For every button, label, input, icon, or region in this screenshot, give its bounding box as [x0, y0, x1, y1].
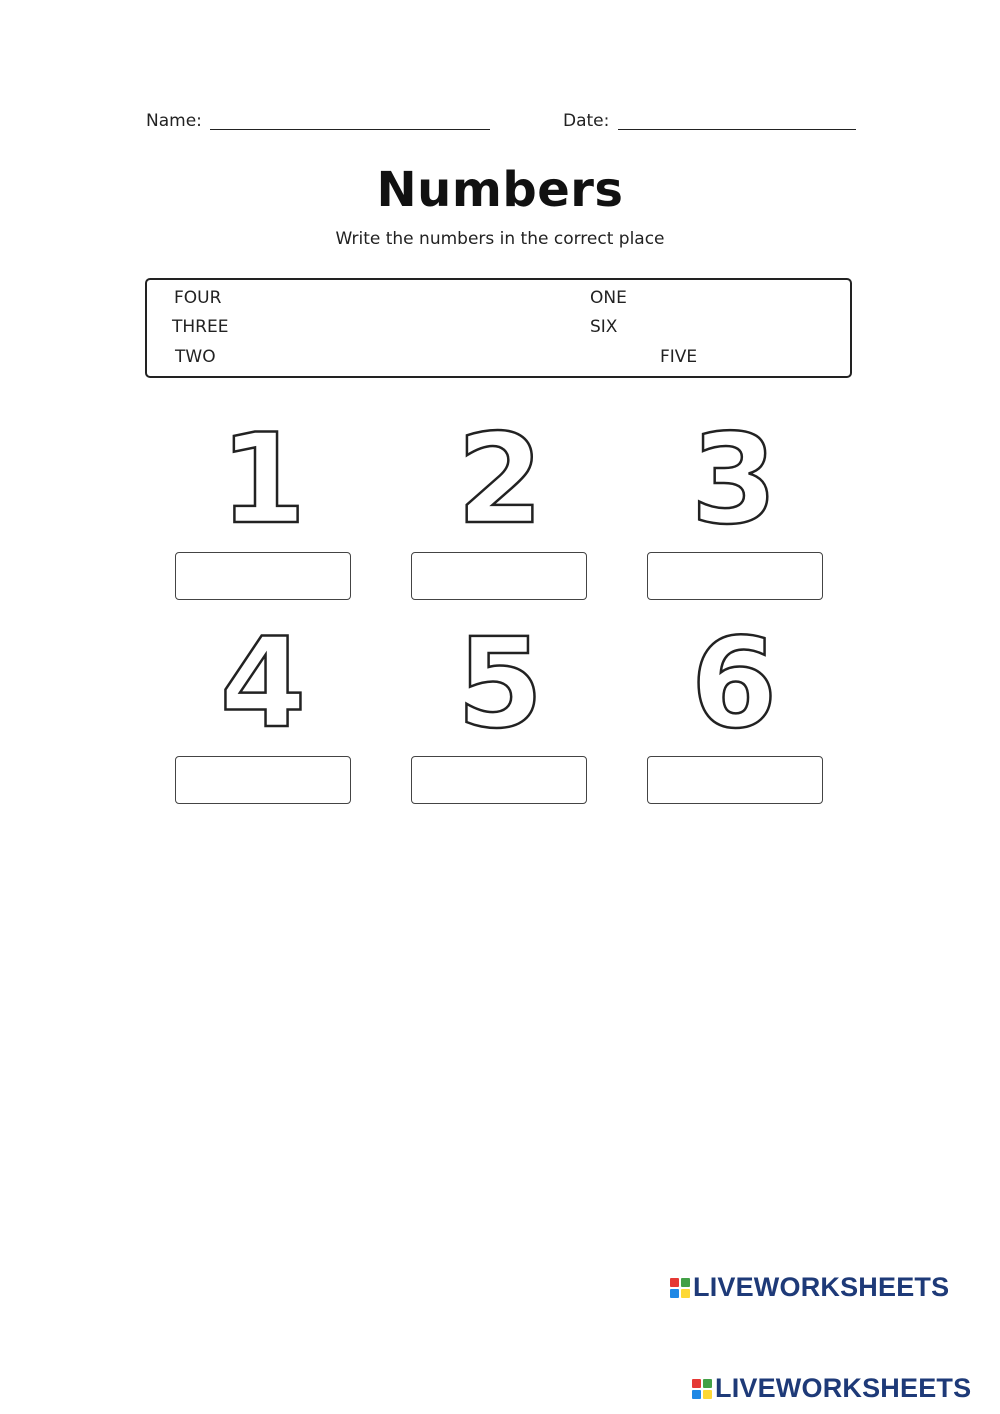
- brand-text: LIVEWORKSHEETS: [715, 1373, 972, 1403]
- liveworksheets-logo: [670, 1272, 949, 1303]
- numeral-6: 6: [690, 612, 778, 756]
- word-bank: [145, 278, 852, 378]
- word-three: THREE: [172, 317, 229, 337]
- word-six: SIX: [590, 317, 618, 337]
- answer-box-1[interactable]: [175, 552, 351, 600]
- instructions: Write the numbers in the correct place: [335, 229, 665, 249]
- word-four: FOUR: [174, 288, 222, 308]
- word-one: ONE: [590, 288, 627, 308]
- word-two: TWO: [175, 347, 216, 367]
- date-label: Date:: [563, 111, 610, 131]
- name-line[interactable]: [210, 129, 490, 130]
- answer-box-6[interactable]: [647, 756, 823, 804]
- numeral-1: 1: [219, 408, 307, 552]
- liveworksheets-watermark: [692, 1373, 971, 1404]
- answer-box-5[interactable]: [411, 756, 587, 804]
- name-label: Name:: [146, 111, 202, 131]
- liveworksheets-logo-icon: [692, 1379, 712, 1399]
- answer-box-2[interactable]: [411, 552, 587, 600]
- page-title: Numbers: [376, 162, 624, 218]
- date-line[interactable]: [618, 129, 856, 130]
- brand-text: LIVEWORKSHEETS: [693, 1272, 950, 1302]
- numeral-3: 3: [690, 408, 778, 552]
- liveworksheets-logo-icon: [670, 1278, 690, 1298]
- numeral-4: 4: [219, 612, 307, 756]
- answer-box-4[interactable]: [175, 756, 351, 804]
- numeral-5: 5: [456, 612, 544, 756]
- numeral-2: 2: [456, 408, 544, 552]
- word-five: FIVE: [660, 347, 698, 367]
- answer-box-3[interactable]: [647, 552, 823, 600]
